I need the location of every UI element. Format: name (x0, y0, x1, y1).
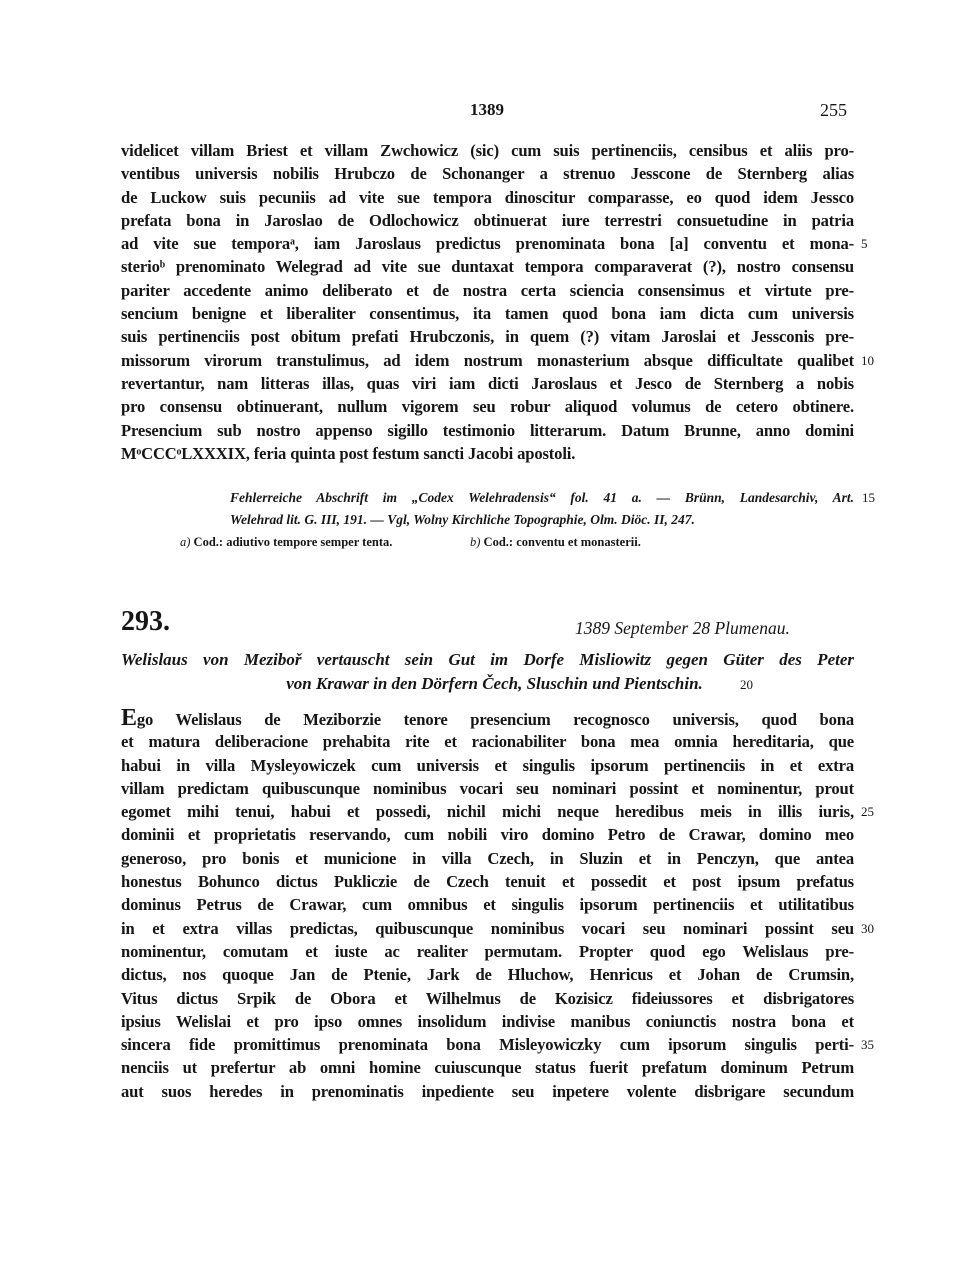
footnote-text: Cod.: conventu et monasterii. (483, 535, 641, 549)
line-number-margin: 30 (861, 920, 874, 936)
source-line: Welehrad lit. G. III, 191. — Vgl, Wolny Kirchliche Topographie, Olm. Diöc. II, 247. (230, 512, 695, 527)
text-line: egomet mihi tenui, habui et possedi, nichil michi neque heredibus meis in illis iuris, (121, 802, 854, 822)
text-line: videlicet villam Briest et villam Zwchowicz (sic) cum suis pertinenciis, censibus et aliis pro- (121, 141, 854, 160)
text-line: suis pertinenciis post obitum prefati Hrubczonis, in quem (?) vitam Jaroslai et Jessconis pre- (121, 327, 854, 347)
text-line: et matura deliberacione prehabita rite et racionabiliter bona mea omnia hereditaria, que (121, 732, 854, 752)
text-line: sterioᵇ prenominato Welegrad ad vite sue duntaxat tempora comparaverat (?), nostro consensu (121, 257, 854, 277)
text-line-first (121, 707, 854, 730)
text-line: dictus, nos quoque Jan de Ptenie, Jark de Hluchow, Henricus et Johan de Crumsin, (121, 965, 854, 985)
source-line: Fehlerreiche Abschrift im „Codex Welehradensis“ fol. 41 a. — Brünn, Landesarchiv, Art. (230, 490, 854, 505)
regest-line: Welislaus von Meziboř vertauscht sein Gut im Dorfe Misliowitz gegen Güter des Peter (121, 650, 854, 669)
line-number-margin: 15 (862, 490, 875, 505)
text-line: sencium benigne et liberaliter consentimus, ita tamen quod bona iam dicta cum universis (121, 304, 854, 324)
text-line: prefata bona in Jaroslao de Odlochowicz obtinuerat iure terrestri consuetudine in patria (121, 210, 854, 230)
footnotes (180, 535, 780, 553)
text-line: habui in villa Mysleyowiczek cum universis et singulis ipsorum pertinenciis in et extra (121, 755, 854, 775)
footnote-text: Cod.: adiutivo tempore semper tenta. (193, 535, 393, 549)
line-number-margin: 10 (861, 352, 874, 368)
text-line: nominentur, comutam et iuste ac realiter permutam. Propter quod ego Welislaus pre- (121, 941, 854, 961)
text-line: dominus Petrus de Crawar, cum omnibus et singulis ipsorum pertinenciis et utilitatibus (121, 895, 854, 915)
text-line: nenciis ut prefertur ab omni homine cuiuscunque status fuerit prefatum dominum Petrum (121, 1058, 854, 1078)
text-block-2 (121, 707, 874, 1103)
text-line: Vitus dictus Srpik de Obora et Wilhelmus de Kozisicz fideiussores et disbrigatores (121, 988, 854, 1008)
footnote-mark: b) (470, 535, 481, 549)
text-block-1 (121, 139, 874, 465)
text-line: villam predictam quibuscunque nominibus vocari seu nominari possint et nominentur, prout (121, 778, 854, 798)
text-line: MᵒCCCᵒLXXXIX, feria quinta post festum sancti Jacobi apostoli. (121, 443, 576, 463)
text-line: ipsius Welislai et pro ipso omnes insolidum indivise manibus coniunctis nostra bona et (121, 1011, 854, 1031)
text-line: generoso, pro bonis et municione in villa Czech, in Sluzin et in Penczyn, que antea (121, 848, 854, 868)
drop-cap: E (121, 707, 137, 731)
first-line-text: go Welislaus de Meziborzie tenore presencium recognosco universis, quod bona (136, 710, 854, 729)
footnote-a (180, 535, 392, 550)
text-line: ad vite sue temporaᵃ, iam Jaroslaus predictus prenominata bona [a] conventu et mona- (121, 234, 854, 254)
document-number: 293. (121, 606, 170, 637)
line-number-margin: 25 (861, 804, 874, 820)
line-number-margin: 5 (861, 236, 868, 252)
text-line: pro consensu obtinuerant, nullum vigorem seu robur aliquod volumus de cetero obtinere. (121, 397, 854, 417)
text-line: missorum virorum transtulimus, ad idem nostrum monasterium absque difficultate qualibet (121, 350, 854, 370)
document-date-place: 1389 September 28 Plumenau. (575, 618, 790, 638)
text-line: dominii et proprietatis reservando, cum nobili viro domino Petro de Crawar, domino meo (121, 825, 854, 845)
text-line: Presencium sub nostro appenso sigillo testimonio litterarum. Datum Brunne, anno domini (121, 420, 854, 440)
line-number-margin: 35 (861, 1037, 874, 1053)
regest-line: von Krawar in den Dörfern Čech, Sluschin und Pientschin. (286, 674, 703, 693)
header-year: 1389 (470, 100, 504, 119)
text-line: pariter accedente animo deliberato et de nostra certa sciencia consensimus et virtute pre- (121, 280, 854, 300)
footnote-b (470, 535, 641, 550)
running-head (0, 100, 960, 124)
page-number: 255 (820, 100, 847, 120)
text-line: ventibus universis nobilis Hrubczo de Schonanger a strenuo Jesscone de Sternberg alias (121, 164, 854, 184)
text-line: sincera fide promittimus prenominata bona Misleyowiczky cum ipsorum singulis perti- (121, 1035, 854, 1055)
footnote-mark: a) (180, 535, 191, 549)
line-number-margin: 20 (740, 677, 753, 692)
text-line: in et extra villas predictas, quibuscunque nominibus vocari seu nominari possint seu (121, 918, 854, 938)
text-line: revertantur, nam litteras illas, quas viri iam dicti Jaroslaus et Jesco de Sternberg a nobis (121, 373, 854, 393)
text-line: honestus Bohunco dictus Pukliczie de Czech tenuit et possedit et post ipsum prefatus (121, 872, 854, 892)
source-note (230, 487, 875, 531)
text-line: de Luckow suis pecuniis ad vite sue tempora dinoscitur comparasse, eo quod idem Jessco (121, 187, 854, 207)
text-line: aut suos heredes in prenominatis inpediente seu inpetere volente disbrigare secundum (121, 1081, 854, 1101)
